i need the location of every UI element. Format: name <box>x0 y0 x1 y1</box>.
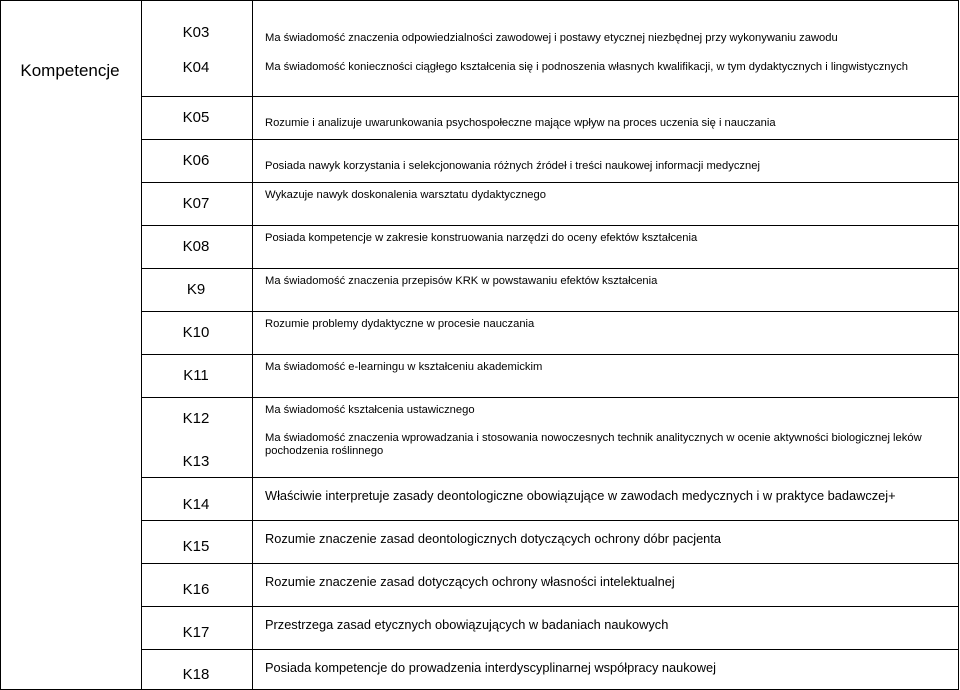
row-description: Ma świadomość znaczenia odpowiedzialności zawodowej i postawy etycznej niezbędnej przy wykonywaniu zawodu <box>265 32 838 44</box>
row-code: K06 <box>182 152 210 169</box>
row-code: K15 <box>182 538 210 555</box>
row-code: K18 <box>182 666 210 683</box>
row-description: Rozumie problemy dydaktyczne w procesie nauczania <box>265 318 535 330</box>
row-description: Rozumie znaczenie zasad dotyczących ochrony własności intelektualnej <box>265 574 675 589</box>
row-description: Właściwie interpretuje zasady deontologiczne obowiązujące w zawodach medycznych i w praktyce badawczej+ <box>265 488 896 503</box>
row-description: Ma świadomość znaczenia wprowadzania i stosowania nowoczesnych technik analitycznych w ocenie aktywności biologicznej leków pochodzenia roślinnego <box>265 432 922 457</box>
row-divider <box>141 649 959 650</box>
row-description: Posiada kompetencje do prowadzenia interdyscyplinarnej współpracy naukowej <box>265 660 716 675</box>
row-description: Ma świadomość e-learningu w kształceniu akademickim <box>265 361 543 373</box>
row-description: Rozumie i analizuje uwarunkowania psychospołeczne mające wpływ na proces uczenia się i nauczania <box>265 117 776 129</box>
row-description: Przestrzega zasad etycznych obowiązujących w badaniach naukowych <box>265 617 669 632</box>
row-divider <box>141 96 959 97</box>
section-label: Kompetencje <box>20 61 120 80</box>
row-divider <box>141 268 959 269</box>
row-code: K03 <box>182 24 210 41</box>
row-code: K11 <box>183 367 209 384</box>
row-code: K05 <box>182 109 210 126</box>
table-border-top <box>0 0 959 1</box>
row-description: Ma świadomość konieczności ciągłego kształcenia się i podnoszenia własnych kwalifikacji, w tym dydaktycznych i lingwistycznych <box>265 61 908 73</box>
row-code: K12 <box>182 410 210 427</box>
table-border-right <box>958 0 959 690</box>
row-code: K10 <box>182 324 210 341</box>
row-code: K9 <box>186 281 206 298</box>
row-divider <box>141 520 959 521</box>
row-divider <box>141 139 959 140</box>
row-divider <box>141 397 959 398</box>
row-divider <box>141 182 959 183</box>
row-code: K14 <box>182 496 210 513</box>
row-description: Posiada nawyk korzystania i selekcjonowania różnych źródeł i treści naukowej informacji medycznej <box>265 160 760 172</box>
row-divider <box>141 225 959 226</box>
row-divider <box>141 606 959 607</box>
row-divider <box>141 354 959 355</box>
row-description: Rozumie znaczenie zasad deontologicznych dotyczących ochrony dóbr pacjenta <box>265 531 721 546</box>
row-code: K08 <box>182 238 210 255</box>
row-code: K17 <box>182 624 210 641</box>
table-border-left <box>0 0 1 690</box>
column-divider-section <box>141 0 142 690</box>
row-description: Ma świadomość kształcenia ustawicznego <box>265 404 475 416</box>
row-code: K16 <box>182 581 210 598</box>
row-code: K04 <box>182 59 210 76</box>
column-divider-code <box>252 0 253 690</box>
row-code: K13 <box>182 453 210 470</box>
row-description: Wykazuje nawyk doskonalenia warsztatu dydaktycznego <box>265 189 546 201</box>
row-divider <box>141 563 959 564</box>
row-divider <box>141 311 959 312</box>
row-divider <box>141 477 959 478</box>
row-description: Ma świadomość znaczenia przepisów KRK w powstawaniu efektów kształcenia <box>265 275 658 287</box>
row-code: K07 <box>182 195 210 212</box>
row-description: Posiada kompetencje w zakresie konstruowania narzędzi do oceny efektów kształcenia <box>265 232 698 244</box>
